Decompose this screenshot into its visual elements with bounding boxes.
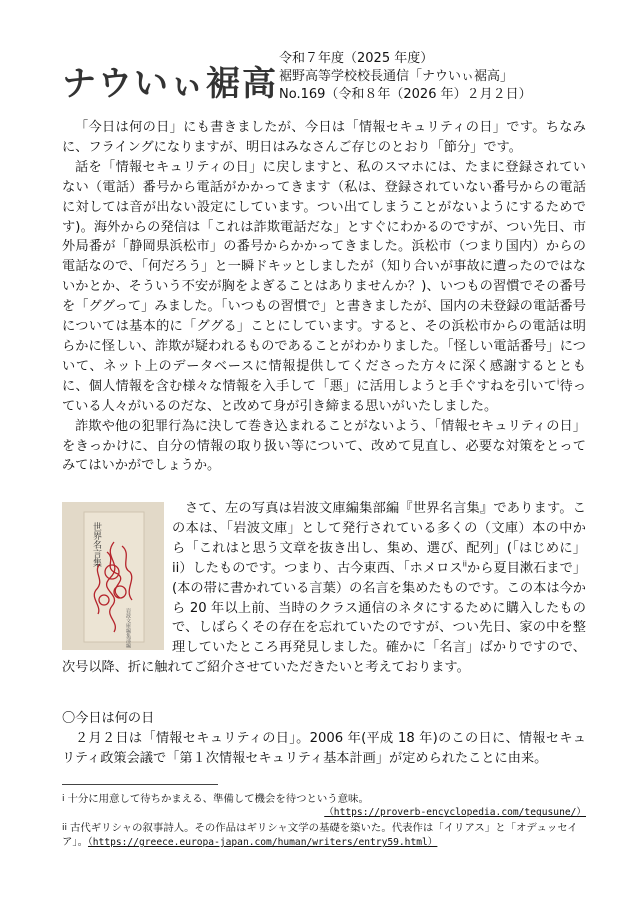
footnote-ref-1[interactable]: i — [557, 377, 560, 387]
footnote-1-text: 十分に用意して待ちかまえる、準備して機会を待つという意味。 — [67, 793, 369, 805]
paragraph-intro: 「今日は何の日」にも書きましたが、今日は「情報セキュリティの日」です。ちなみに、フライングになりますが、明日はみなさんご存じのとおり「節分」です。 — [62, 120, 586, 155]
footnote-divider — [62, 784, 218, 785]
newsletter-name: 裾野高等学校校長通信「ナウいぃ裾高」 — [279, 69, 514, 84]
today-heading: 〇今日は何の日 — [62, 711, 155, 726]
fiscal-year: 令和７年度（2025 年度） — [279, 51, 434, 66]
today-text: ２月２日は「情報セキュリティの日」。2006 年(平成 18 年)のこの日に、情報セキュリティ政策会議で「第１次情報セキュリティ基本計画」が定められたことに由来。 — [62, 730, 586, 766]
paragraph-book-tail: から夏目漱石まで」(本の帯に書かれている言葉）の名言を集めたものです。この本は今から 20 年以上前、当時のクラス通信のネタにするために購入したもので、しばらくその存在を忘れていたのですが、つい先日、家の中を整理していたところ再発見しました。確かに「名言」ばかりですので、次号以降、折に触れてご紹介させていただきたいと考えております。 — [62, 560, 587, 676]
book-spine-title: 世界名言集 — [91, 522, 101, 567]
paragraph-phone-text: 話を「情報セキュリティの日」に戻しますと、私のスマホには、たまに登録されていない（電話）番号から電話がかかってきます（私は、登録されていない番号からの電話に対しては音が出ない設定にしています。つい出てしまうことがないようにするためです)。海外からの発信は「これは詐欺電話だな」とすぐにわかるのですが、つい先日、市外局番が「静岡県浜松市」の番号からかかってきました。浜松市（つまり国内）からの電話なので、「何だろう」と一瞬ドキッとしましたが（知り合いが事故に遭ったのではないかとか、そういう不安が胸をよぎることはありませんか？)、いつもの習慣でその番号を「ググって」みました。「いつもの習慣で」と書きましたが、国内の未登録の電話番号については基本的に「ググる」ことにしています。すると、その浜松市からの電話は明らかに怪しい、詐欺が疑われるものであることがわかりました。「怪しい電話番号」について、ネット上のデータベースに情報提供してくださった方々に深く感謝するとともに、個人情報を含む様々な情報を入手して「悪」に活用しようと手ぐすねを引いて — [62, 159, 586, 394]
footnote-2 — [62, 821, 586, 851]
footnote-1 — [62, 792, 586, 806]
footnote-2-text: 古代ギリシャの叙事詩人。その作品はギリシャ文学の基礎を築いた。代表作は「イリアス」と「オデュッセイア」。 — [62, 821, 578, 849]
footnote-1-mark: i — [62, 794, 65, 804]
newsletter-title: ナウいぃ裾高 — [62, 64, 278, 104]
today-section — [62, 709, 586, 769]
footnote-2-link[interactable]: （https://greece.europa-japan.com/human/writers/entry59.html） — [87, 837, 438, 849]
book-publisher: 岩波文庫編集部編 — [125, 608, 131, 648]
footnote-1-url[interactable] — [62, 806, 586, 820]
footnote-1-link[interactable]: （https://proverb-encyclopedia.com/tegusune/） — [324, 807, 586, 819]
footnote-2-mark: ii — [62, 822, 68, 833]
paragraph-advice: 詐欺や他の犯罪行為に決して巻き込まれることがないよう、「情報セキュリティの日」をきっかけに、自分の情報の取り扱い等について、改めて見直し、必要な対策をとってみてはいかがでしょうか。 — [62, 418, 586, 474]
paragraph-book-text: さて、左の写真は岩波文庫編集部編『世界名言集』であります。この本は、「岩波文庫」として発行されている多くの（文庫）本の中から「これはと思う文章を抜き出し、集め、選び、配列」(「はじめに」ii）したものです。つまり、古今東西、「ホメロス — [172, 501, 586, 576]
footnote-ref-2[interactable]: ii — [462, 559, 468, 569]
issue-date: No.169（令和８年（2026 年）２月２日） — [279, 87, 532, 102]
footnotes — [62, 792, 586, 851]
paragraph-phone — [62, 158, 586, 417]
book-paragraph — [62, 499, 586, 678]
footnote-2-url[interactable] — [88, 837, 437, 848]
paragraph-phone-tail: 待っている人々がいるのだな、と改めて身が引き締まる思いがいたしました。 — [62, 378, 587, 414]
header-info — [279, 50, 599, 104]
article-body — [62, 118, 586, 476]
